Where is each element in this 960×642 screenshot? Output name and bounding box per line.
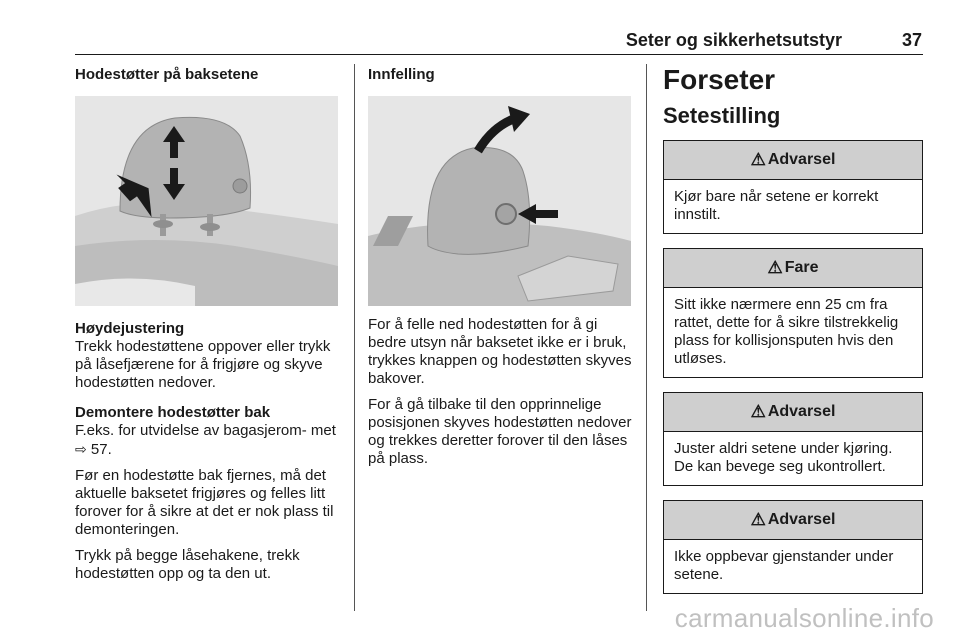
warning-triangle-icon: ⚠ (767, 258, 783, 277)
heading-remove-rear-headrests: Demontere hodestøtter bak (75, 404, 271, 421)
page-number: 37 (901, 30, 922, 50)
heading-front-seats: Forseter (663, 64, 776, 95)
text-remove-p2: Før en hodestøtte bak fjernes, må det aktuelle baksetet frigjøres og felles litt forover for å sikre at det er nok plass til demonteringen. (75, 467, 334, 538)
section-title-rear-headrests: Hodestøtter på baksetene (75, 66, 259, 83)
callout-body: Sitt ikke nærmere enn 25 cm fra rattet, dette for å sikre tilstrekkelig plass for kollisjonsputen hvis den utløses. (674, 296, 899, 367)
cross-reference-icon: ⇨ (75, 441, 87, 457)
callout-title: Advarsel (767, 151, 836, 168)
text-remove-p3: Trykk på begge låsehakene, trekk hodestøtten opp og ta den ut. (75, 547, 300, 582)
callout-danger (663, 248, 923, 378)
callout-header (664, 249, 922, 288)
section-title-folding: Innfelling (368, 66, 435, 83)
callout-body: Kjør bare når setene er korrekt innstilt. (674, 188, 879, 223)
left-column (75, 66, 343, 591)
middle-column (368, 66, 634, 476)
ref-page[interactable]: 57. (90, 441, 112, 458)
callout-header (664, 501, 922, 540)
illustration-rear-headrest-height (75, 96, 338, 306)
heading-seat-position: Setestilling (663, 103, 781, 128)
warning-triangle-icon: ⚠ (750, 150, 766, 169)
callout-title: Advarsel (767, 403, 836, 420)
text-height-adjustment: Trekk hodestøttene oppover eller trykk på låsefjærene for å frigjøre og skyve hodestøtten nedover. (75, 338, 331, 391)
callout-body: Ikke oppbevar gjenstander under setene. (674, 548, 894, 583)
right-column (663, 64, 925, 608)
callout-header (664, 393, 922, 432)
illustration-headrest-folding (368, 96, 631, 306)
header-rule (75, 54, 923, 55)
callout-header (664, 141, 922, 180)
warning-triangle-icon: ⚠ (750, 510, 766, 529)
heading-height-adjustment: Høydejustering (75, 320, 185, 337)
column-divider-left (354, 64, 355, 611)
running-header-title: Seter og sikkerhetsutstyr (625, 30, 842, 50)
column-divider-right (646, 64, 647, 611)
warning-triangle-icon: ⚠ (750, 402, 766, 421)
text-folding-p1: For å felle ned hodestøtten for å gi bedre utsyn når baksetet ikke er i bruk, trykkes knappen og hodestøtten skyves bakover. (368, 316, 632, 387)
text-folding-p2: For å gå tilbake til den opprinnelige posisjonen skyves hodestøtten nedover og trekkes deretter forover til den låses på plass. (368, 396, 632, 467)
callout-warning-2 (663, 392, 923, 486)
callout-title: Fare (784, 259, 819, 276)
callout-body: Juster aldri setene under kjøring. De kan bevege seg ukontrollert. (674, 440, 893, 475)
callout-title: Advarsel (767, 511, 836, 528)
callout-warning-3 (663, 500, 923, 594)
ref-text: F.eks. for utvidelse av bagasjerom- met (75, 422, 336, 439)
callout-warning-1 (663, 140, 923, 234)
text-remove-reference (75, 422, 343, 459)
watermark: carmanualsonline.info (674, 603, 934, 633)
